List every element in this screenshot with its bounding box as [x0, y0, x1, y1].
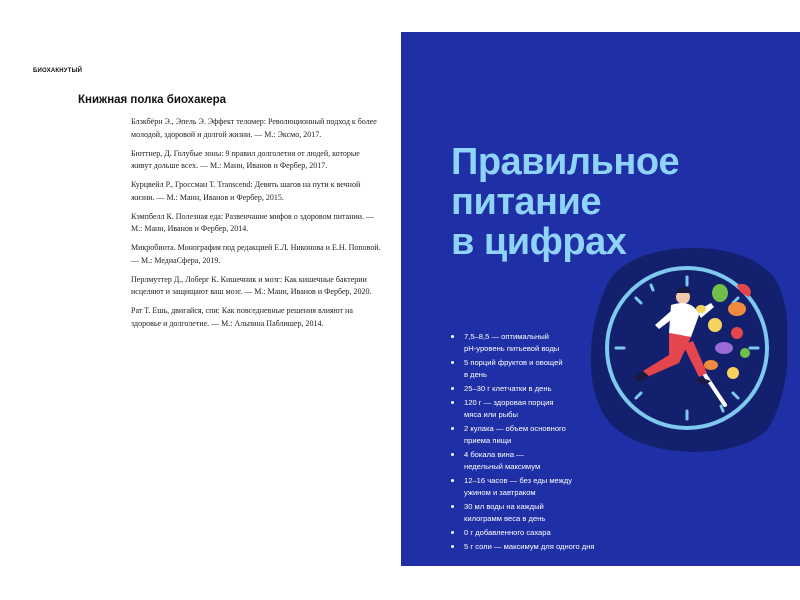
fact-item — [447, 449, 647, 473]
fact-item — [447, 331, 647, 355]
book-entry: Курцвейл Р., Гроссман Т. Transcend: Девять шагов на пути к вечной жизни. — М.: Манн, Иванов и Фербер, 2015. — [131, 180, 361, 202]
fact-text: 30 мл воды на каждый килограмм веса в день — [464, 502, 546, 523]
fact-text: 5 порций фруктов и овощей в день — [464, 358, 563, 379]
bullet-icon — [451, 545, 454, 548]
book-entry: Блэкбёрн Э., Эпель Э. Эффект теломер: Революционный подход к более молодой, здоровой и долгой жизни. — М.: Эксмо, 2017. — [131, 117, 377, 139]
headline-line: питание — [451, 181, 602, 223]
book-entry: Перлмуттер Д., Лоберг К. Кишечник и мозг: Как кишечные бактерии исцеляют и защищают ваш мозг. — М.: Манн, Иванов и Фербер, 2020. — [131, 274, 372, 296]
fact-item — [447, 541, 647, 553]
bullet-icon — [451, 427, 454, 430]
fact-item — [447, 501, 647, 525]
fact-item — [447, 357, 647, 381]
book-entry: Микробиота. Монография под редакцией Е.Л. Никонова и Е.Н. Поповой. — М.: МедиаСфера, 2019. — [131, 243, 381, 265]
fact-text: 5 г соли — максимум для одного дня — [464, 542, 595, 551]
nutrition-facts-list — [447, 331, 647, 555]
book-entry: Кэмпбелл К. Полезная еда: Развенчание мифов о здоровом питании. — М.: Манн, Иванов и Фербер, 2014. — [131, 211, 375, 233]
book-list — [131, 116, 381, 337]
fact-item — [447, 527, 647, 539]
fact-text: 2 кулака — объем основного приема пищи — [464, 424, 566, 445]
bullet-icon — [451, 531, 454, 534]
fact-text: 7,5–8,5 — оптимальный рН-уровень питьевой воды — [464, 332, 560, 353]
bullet-icon — [451, 387, 454, 390]
book-entry: Бюттнер, Д. Голубые зоны: 9 правил долголетия от людей, которые живут дольше всех. — М.: Манн, Иванов и Фербер, 2017. — [131, 148, 360, 170]
bullet-icon — [451, 361, 454, 364]
headline-line: Правильное — [451, 141, 680, 183]
bullet-icon — [451, 505, 454, 508]
fact-text: 120 г — здоровая порция мяса или рыбы — [464, 398, 554, 419]
fact-text: 0 г добавленного сахара — [464, 528, 551, 537]
bullet-icon — [451, 479, 454, 482]
bullet-icon — [451, 453, 454, 456]
book-entry: Рат Т. Ешь, двигайся, спи: Как повседневные решения влияют на здоровье и долголетие. — М.: Альпина Паблишер, 2014. — [131, 306, 353, 328]
section-title: Книжная полка биохакера — [78, 94, 227, 106]
fact-item — [447, 397, 647, 421]
fact-item — [447, 475, 647, 499]
running-header: БИОХАКНУТЫЙ — [33, 68, 83, 74]
fact-item — [447, 383, 647, 395]
fact-text: 25–30 г клетчатки в день — [464, 384, 552, 393]
fact-text: 4 бокала вина — недельный максимум — [464, 450, 541, 471]
fact-item — [447, 423, 647, 447]
fact-text: 12–16 часов — без еды между ужином и завтраком — [464, 476, 572, 497]
headline — [451, 142, 679, 262]
headline-line: в цифрах — [451, 221, 627, 263]
bullet-icon — [451, 401, 454, 404]
bullet-icon — [451, 335, 454, 338]
right-page — [401, 32, 800, 566]
